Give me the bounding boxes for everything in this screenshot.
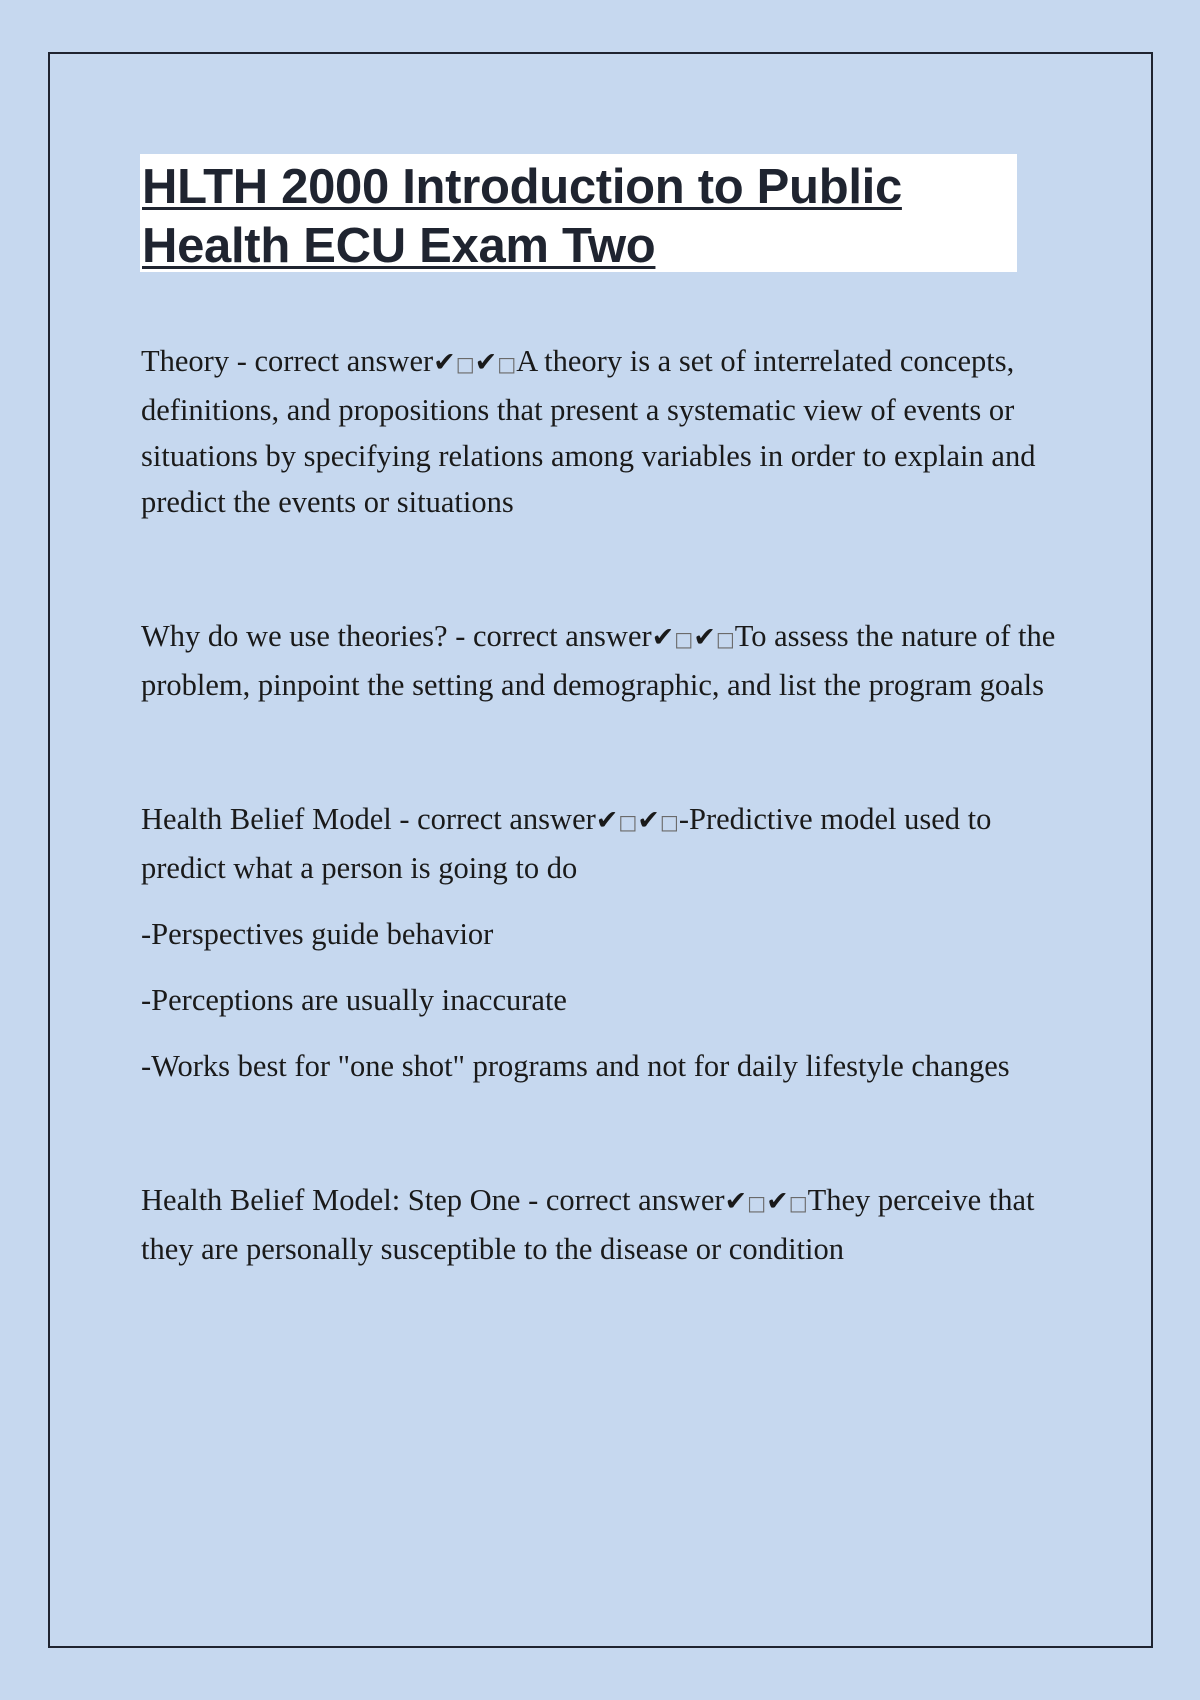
qa-bullet: -Works best for "one shot" programs and not for daily lifestyle changes bbox=[141, 1049, 1010, 1083]
check-icon: ✔ bbox=[766, 1186, 789, 1217]
qa-entry bbox=[141, 613, 1061, 708]
title-line-2: Health ECU Exam Two bbox=[142, 219, 656, 273]
check-icon: ✔ bbox=[693, 622, 716, 653]
qa-answer: To assess the nature of the problem, pinpoint the setting and demographic, and list the program goals bbox=[141, 619, 1056, 702]
qa-paragraph bbox=[141, 613, 1061, 708]
qa-term: Health Belief Model - correct answer bbox=[141, 802, 596, 836]
box-icon: □ bbox=[618, 810, 638, 834]
qa-bullet: -Perceptions are usually inaccurate bbox=[141, 983, 567, 1017]
qa-answer: They perceive that they are personally susceptible to the disease or condition bbox=[141, 1183, 1035, 1266]
check-icon: ✔ bbox=[474, 347, 498, 378]
check-icon: ✔ bbox=[724, 1186, 748, 1217]
qa-paragraph bbox=[141, 796, 1061, 891]
box-icon: □ bbox=[674, 627, 694, 651]
document-body bbox=[141, 338, 1061, 1272]
qa-term: Health Belief Model: Step One - correct answer bbox=[141, 1183, 725, 1217]
box-icon: □ bbox=[715, 627, 735, 651]
check-icon: ✔ bbox=[637, 805, 660, 836]
qa-answer: -Predictive model used to predict what a person is going to do bbox=[141, 802, 992, 885]
document-title bbox=[142, 158, 1015, 276]
qa-paragraph bbox=[141, 338, 1061, 525]
qa-bullet: -Perspectives guide behavior bbox=[141, 917, 494, 951]
box-icon: □ bbox=[788, 1191, 808, 1215]
qa-term: Why do we use theories? - correct answer bbox=[141, 619, 652, 653]
box-icon: □ bbox=[455, 352, 475, 376]
check-icon: ✔ bbox=[595, 805, 619, 836]
qa-entry bbox=[141, 338, 1061, 525]
check-icon: ✔ bbox=[433, 347, 456, 378]
qa-entry bbox=[141, 796, 1061, 1089]
box-icon: □ bbox=[497, 352, 517, 376]
qa-answer: A theory is a set of interrelated concepts, definitions, and propositions that present a systematic view of events or situations by specifying relations among variables in order to explain and predict the events or situations bbox=[141, 344, 1036, 519]
title-line-1: HLTH 2000 Introduction to Public bbox=[142, 160, 902, 214]
box-icon: □ bbox=[659, 810, 679, 834]
check-icon: ✔ bbox=[651, 622, 675, 653]
box-icon: □ bbox=[747, 1191, 767, 1215]
qa-entry bbox=[141, 1177, 1061, 1272]
qa-term: Theory - correct answer bbox=[141, 344, 434, 378]
qa-paragraph bbox=[141, 1177, 1061, 1272]
title-block bbox=[140, 154, 1017, 272]
